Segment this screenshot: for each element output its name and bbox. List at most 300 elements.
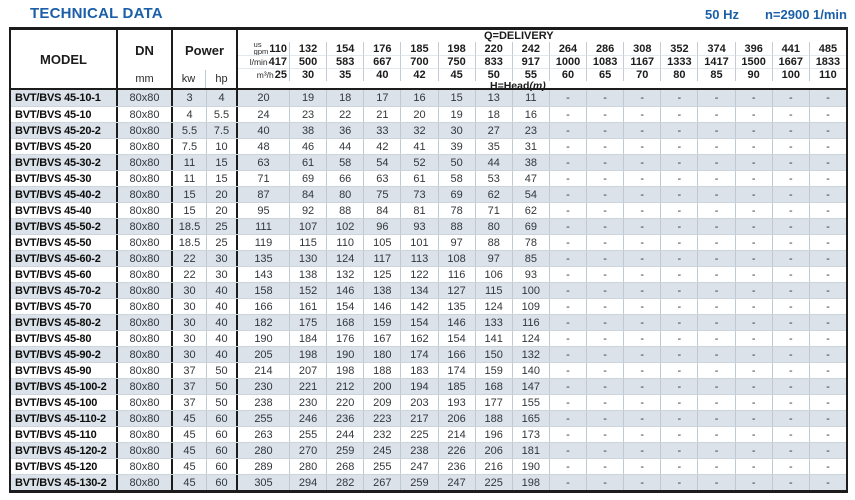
head-cell: 44	[326, 139, 363, 154]
head-cell: 71	[257, 172, 270, 185]
head-cell: 92	[289, 203, 326, 218]
delivery-header-cell	[549, 42, 586, 55]
head-cell: -	[697, 411, 734, 426]
delivery-header-cell	[326, 55, 363, 68]
head-cell: 236	[438, 459, 475, 474]
table-row	[11, 154, 846, 170]
kw-cell: 5.5	[181, 124, 198, 137]
delivery-header-cell	[363, 42, 400, 55]
head-cell: -	[697, 315, 734, 330]
dn-cell: 80x80	[118, 283, 173, 298]
head-cell: 62	[475, 187, 512, 202]
head-cell: -	[549, 90, 586, 106]
head-cell: -	[772, 347, 809, 362]
unit-label-m3_h: m³/h	[256, 69, 274, 80]
delivery-header-cell	[438, 42, 475, 55]
head-cell: -	[697, 267, 734, 282]
head-cell: -	[735, 155, 772, 170]
head-cell: 108	[438, 251, 475, 266]
head-cell: -	[735, 107, 772, 122]
head-cell: -	[623, 235, 660, 250]
delivery-header-value: 1167	[630, 56, 655, 68]
delivery-column-group	[238, 30, 846, 92]
table-row	[11, 186, 846, 202]
head-cell: 80	[475, 219, 512, 234]
head-cell: 268	[326, 459, 363, 474]
head-cell: -	[772, 475, 809, 490]
dn-cell: 80x80	[118, 90, 173, 106]
head-cell: 142	[400, 299, 437, 314]
head-cell: -	[697, 347, 734, 362]
head-cell: 147	[512, 379, 549, 394]
head-cell: -	[549, 379, 586, 394]
head-cell: -	[623, 139, 660, 154]
dn-cell: 80x80	[118, 443, 173, 458]
head-cell: 182	[254, 316, 273, 329]
head-cell: 95	[257, 204, 270, 217]
head-cell: -	[772, 443, 809, 458]
delivery-header-value: 40	[376, 69, 389, 81]
head-cell: 280	[254, 444, 273, 457]
delivery-header-cell	[772, 55, 809, 68]
model-cell: BVT/BVS 45-60-2	[11, 251, 118, 266]
head-cell: 230	[289, 395, 326, 410]
head-cell: 127	[438, 283, 475, 298]
head-cell: -	[623, 90, 660, 106]
head-cell: 119	[254, 236, 273, 249]
head-cell: -	[623, 475, 660, 490]
us-gpm-header-row	[238, 42, 846, 55]
dn-label: DN	[135, 42, 154, 58]
dn-cell: 80x80	[118, 459, 173, 474]
delivery-header-value: 264	[558, 42, 578, 55]
head-cell: 255	[254, 412, 273, 425]
kw-cell: 45	[183, 460, 196, 473]
head-cell: 13	[475, 90, 512, 106]
model-cell: BVT/BVS 45-120	[11, 459, 118, 474]
head-cell: 63	[363, 171, 400, 186]
head-cell: 122	[400, 267, 437, 282]
delivery-header-cell	[238, 68, 289, 81]
hp-cell: 25	[206, 219, 238, 234]
delivery-header-value: 1333	[667, 56, 692, 68]
delivery-header-value: 60	[561, 69, 575, 81]
head-cell: -	[623, 363, 660, 378]
head-cell: 11	[512, 90, 549, 106]
head-cell: -	[697, 171, 734, 186]
kw-cell: 22	[183, 252, 196, 265]
head-cell: 130	[289, 251, 326, 266]
delivery-header-cell	[586, 42, 623, 55]
head-label-text: H=Head	[490, 80, 530, 92]
delivery-header-value: 485	[818, 42, 838, 55]
head-cell: 106	[475, 267, 512, 282]
hp-cell: 20	[206, 203, 238, 218]
head-cell: -	[735, 363, 772, 378]
head-cell: -	[586, 107, 623, 122]
head-cell: -	[660, 427, 697, 442]
head-cell: -	[697, 427, 734, 442]
dn-cell: 80x80	[118, 315, 173, 330]
head-cell: -	[772, 411, 809, 426]
unit-label-l_min: l/min	[249, 56, 268, 67]
head-cell: -	[697, 395, 734, 410]
head-cell: 188	[363, 363, 400, 378]
hp-cell: 50	[206, 379, 238, 394]
head-cell: -	[660, 235, 697, 250]
head-cell: -	[623, 123, 660, 138]
head-cell: 180	[363, 347, 400, 362]
head-cell: -	[697, 251, 734, 266]
head-cell: 168	[475, 379, 512, 394]
delivery-header-value: 80	[673, 69, 686, 81]
power-label: Power	[184, 42, 224, 58]
head-cell: 263	[254, 428, 273, 441]
head-cell: 16	[512, 107, 549, 122]
head-cell: -	[697, 90, 734, 106]
head-cell: -	[660, 459, 697, 474]
delivery-header-cell	[772, 68, 809, 81]
head-cell: 133	[475, 315, 512, 330]
head-cell: -	[697, 107, 734, 122]
head-cell: -	[697, 235, 734, 250]
head-cell: 152	[289, 283, 326, 298]
head-cell: -	[623, 299, 660, 314]
head-cell: 96	[363, 219, 400, 234]
head-cell: -	[660, 363, 697, 378]
table-body	[11, 90, 846, 490]
head-cell: 255	[289, 427, 326, 442]
head-cell: -	[697, 139, 734, 154]
table-row	[11, 170, 846, 186]
head-cell: -	[549, 395, 586, 410]
delivery-header-cell	[475, 55, 512, 68]
delivery-header-value: 242	[521, 42, 541, 55]
head-cell: -	[772, 283, 809, 298]
head-cell: 220	[326, 395, 363, 410]
head-cell: -	[697, 203, 734, 218]
head-cell: -	[660, 315, 697, 330]
head-cell: -	[623, 251, 660, 266]
model-cell: BVT/BVS 45-10	[11, 107, 118, 122]
model-cell: BVT/BVS 45-50-2	[11, 219, 118, 234]
dn-cell: 80x80	[118, 267, 173, 282]
head-cell: 88	[326, 203, 363, 218]
delivery-header-cell	[623, 42, 660, 55]
head-cell: -	[735, 251, 772, 266]
dn-cell: 80x80	[118, 427, 173, 442]
delivery-header-value: 583	[336, 56, 355, 68]
dn-unit-label: mm	[135, 73, 154, 85]
head-cell: 40	[257, 124, 270, 137]
head-cell: 41	[400, 139, 437, 154]
head-cell: 247	[438, 475, 475, 490]
hp-cell: 20	[206, 187, 238, 202]
kw-cell: 30	[183, 348, 196, 361]
head-cell: 193	[438, 395, 475, 410]
delivery-header-cell	[438, 68, 475, 81]
head-cell: 63	[257, 156, 270, 169]
head-cell: -	[735, 203, 772, 218]
head-cell: -	[549, 155, 586, 170]
head-cell: 259	[400, 475, 437, 490]
head-cell: 107	[289, 219, 326, 234]
model-cell: BVT/BVS 45-70-2	[11, 283, 118, 298]
model-cell: BVT/BVS 45-30-2	[11, 155, 118, 170]
delivery-header-cell	[697, 68, 734, 81]
model-cell: BVT/BVS 45-100	[11, 395, 118, 410]
kw-cell: 11	[183, 172, 196, 185]
head-cell: -	[586, 187, 623, 202]
power-column-header	[173, 30, 238, 88]
head-cell: 85	[512, 251, 549, 266]
head-cell: 146	[438, 315, 475, 330]
head-cell: -	[549, 283, 586, 298]
delivery-header-value: 1417	[704, 56, 729, 68]
head-cell: 115	[475, 283, 512, 298]
head-cell: 138	[363, 283, 400, 298]
dn-cell: 80x80	[118, 411, 173, 426]
head-cell: 166	[254, 300, 273, 313]
delivery-header-value: 42	[413, 69, 426, 81]
head-cell: -	[623, 203, 660, 218]
kw-cell: 45	[183, 444, 196, 457]
delivery-header-value: 45	[450, 69, 463, 81]
delivery-header-cell	[772, 42, 809, 55]
table-row	[11, 90, 846, 106]
head-cell: -	[735, 171, 772, 186]
kw-cell: 4	[186, 108, 193, 121]
head-cell: -	[549, 171, 586, 186]
head-cell: -	[660, 347, 697, 362]
head-cell: 226	[438, 443, 475, 458]
kw-cell: 37	[183, 380, 196, 393]
head-cell: -	[660, 90, 697, 106]
delivery-header-value: 110	[269, 42, 287, 55]
head-cell: 100	[512, 283, 549, 298]
delivery-header-cell	[238, 42, 289, 55]
head-cell: -	[549, 315, 586, 330]
delivery-header-value: 50	[487, 69, 500, 81]
head-cell: -	[809, 459, 846, 474]
hp-cell: 40	[206, 299, 238, 314]
dn-column-header	[118, 30, 173, 88]
head-cell: 168	[326, 315, 363, 330]
kw-cell: 15	[183, 204, 196, 217]
head-cell: 247	[400, 459, 437, 474]
dn-cell: 80x80	[118, 235, 173, 250]
head-cell: -	[735, 475, 772, 490]
table-row	[11, 282, 846, 298]
head-cell: 221	[289, 379, 326, 394]
head-cell: -	[586, 219, 623, 234]
head-cell: -	[586, 475, 623, 490]
dn-cell: 80x80	[118, 187, 173, 202]
head-cell: 230	[254, 380, 273, 393]
head-cell: -	[549, 299, 586, 314]
head-cell: 158	[254, 284, 273, 297]
head-cell: -	[623, 443, 660, 458]
head-cell: -	[586, 139, 623, 154]
kw-cell: 30	[183, 300, 196, 313]
hp-cell: 30	[206, 251, 238, 266]
head-cell: -	[660, 379, 697, 394]
hp-cell: 40	[206, 315, 238, 330]
delivery-header-value: 1000	[555, 56, 581, 68]
delivery-header-cell	[238, 55, 289, 68]
head-cell: 47	[512, 171, 549, 186]
head-cell: 132	[326, 267, 363, 282]
head-cell: -	[623, 379, 660, 394]
head-cell: -	[586, 203, 623, 218]
head-cell: 225	[400, 427, 437, 442]
delivery-header-value: 374	[707, 42, 726, 55]
kw-cell: 30	[183, 284, 196, 297]
dn-cell: 80x80	[118, 395, 173, 410]
delivery-header-cell	[400, 68, 437, 81]
head-cell: 159	[363, 315, 400, 330]
head-cell: 124	[512, 331, 549, 346]
head-cell: -	[586, 251, 623, 266]
head-cell: -	[697, 123, 734, 138]
head-cell: 140	[512, 363, 549, 378]
head-cell: -	[586, 90, 623, 106]
head-cell: 33	[363, 123, 400, 138]
model-cell: BVT/BVS 45-130-2	[11, 475, 118, 490]
head-cell: -	[697, 443, 734, 458]
head-cell: -	[660, 203, 697, 218]
head-cell: 132	[512, 347, 549, 362]
head-cell: -	[735, 459, 772, 474]
head-cell: 198	[289, 347, 326, 362]
head-cell: 102	[326, 219, 363, 234]
head-cell: -	[772, 90, 809, 106]
head-cell: 238	[254, 396, 273, 409]
kw-cell: 45	[183, 428, 196, 441]
delivery-header-cell	[289, 68, 326, 81]
head-cell: -	[809, 90, 846, 106]
head-cell: 135	[254, 252, 273, 265]
operating-conditions	[705, 7, 847, 22]
head-cell: -	[623, 395, 660, 410]
delivery-header-cell	[363, 55, 400, 68]
head-cell: -	[735, 331, 772, 346]
head-cell: -	[549, 347, 586, 362]
head-cell: 124	[475, 299, 512, 314]
head-cell: 52	[400, 155, 437, 170]
head-cell: -	[735, 187, 772, 202]
head-cell: 174	[438, 363, 475, 378]
head-cell: 207	[289, 363, 326, 378]
head-cell: 111	[255, 220, 272, 233]
delivery-header-value: 833	[484, 56, 503, 68]
dn-cell: 80x80	[118, 107, 173, 122]
delivery-header-cell	[326, 42, 363, 55]
head-cell: 125	[363, 267, 400, 282]
head-cell: 167	[363, 331, 400, 346]
hp-cell: 5.5	[206, 107, 238, 122]
head-cell: 81	[400, 203, 437, 218]
head-cell: 115	[289, 235, 326, 250]
delivery-header-value: 30	[301, 69, 315, 81]
head-cell: -	[809, 331, 846, 346]
dn-cell: 80x80	[118, 155, 173, 170]
head-cell: 69	[438, 187, 475, 202]
head-cell: 141	[475, 331, 512, 346]
model-cell: BVT/BVS 45-80-2	[11, 315, 118, 330]
delivery-header-value: 35	[339, 69, 352, 81]
head-cell: 20	[400, 107, 437, 122]
delivery-header-cell	[326, 68, 363, 81]
head-cell: 165	[512, 411, 549, 426]
delivery-header-cell	[363, 68, 400, 81]
delivery-header-value: 667	[373, 56, 392, 68]
delivery-header-value: 1500	[741, 56, 766, 68]
delivery-group-label: Q=DELIVERY	[484, 30, 554, 42]
head-cell: 154	[326, 299, 363, 314]
delivery-header-cell	[660, 42, 697, 55]
head-cell: -	[549, 219, 586, 234]
l-min-header-row	[238, 55, 846, 68]
model-cell: BVT/BVS 45-20-2	[11, 123, 118, 138]
head-cell: -	[772, 203, 809, 218]
head-cell: -	[809, 443, 846, 458]
delivery-header-value: 1667	[778, 56, 804, 68]
model-cell: BVT/BVS 45-20	[11, 139, 118, 154]
head-cell: -	[586, 459, 623, 474]
head-cell: 19	[289, 90, 326, 106]
table-row	[11, 122, 846, 138]
delivery-header-cell	[809, 42, 846, 55]
head-cell: -	[772, 251, 809, 266]
head-cell: 53	[475, 171, 512, 186]
head-cell: 216	[475, 459, 512, 474]
head-cell: 39	[438, 139, 475, 154]
head-cell: -	[772, 171, 809, 186]
head-cell: 116	[512, 315, 549, 330]
head-cell: -	[660, 123, 697, 138]
head-cell: 84	[363, 203, 400, 218]
head-cell: 236	[326, 411, 363, 426]
head-cell: 270	[289, 443, 326, 458]
hp-cell: 40	[206, 283, 238, 298]
head-cell: -	[809, 251, 846, 266]
dn-cell: 80x80	[118, 139, 173, 154]
model-cell: BVT/BVS 45-110-2	[11, 411, 118, 426]
delivery-header-cell	[512, 55, 549, 68]
head-unit-label: (m)	[529, 80, 546, 92]
hp-cell: 40	[206, 331, 238, 346]
dn-cell: 80x80	[118, 347, 173, 362]
head-cell: -	[623, 347, 660, 362]
head-cell: 143	[254, 268, 273, 281]
head-cell: -	[586, 331, 623, 346]
hp-cell: 40	[206, 347, 238, 362]
head-cell: -	[623, 331, 660, 346]
head-cell: -	[549, 251, 586, 266]
head-cell: -	[660, 171, 697, 186]
head-cell: 48	[257, 140, 270, 153]
head-cell: -	[586, 411, 623, 426]
head-cell: 84	[289, 187, 326, 202]
power-units	[173, 70, 236, 88]
head-cell: -	[586, 395, 623, 410]
table-row	[11, 394, 846, 410]
head-cell: 194	[400, 379, 437, 394]
delivery-header-value: 441	[781, 42, 800, 55]
head-cell: -	[586, 155, 623, 170]
head-cell: 73	[400, 187, 437, 202]
